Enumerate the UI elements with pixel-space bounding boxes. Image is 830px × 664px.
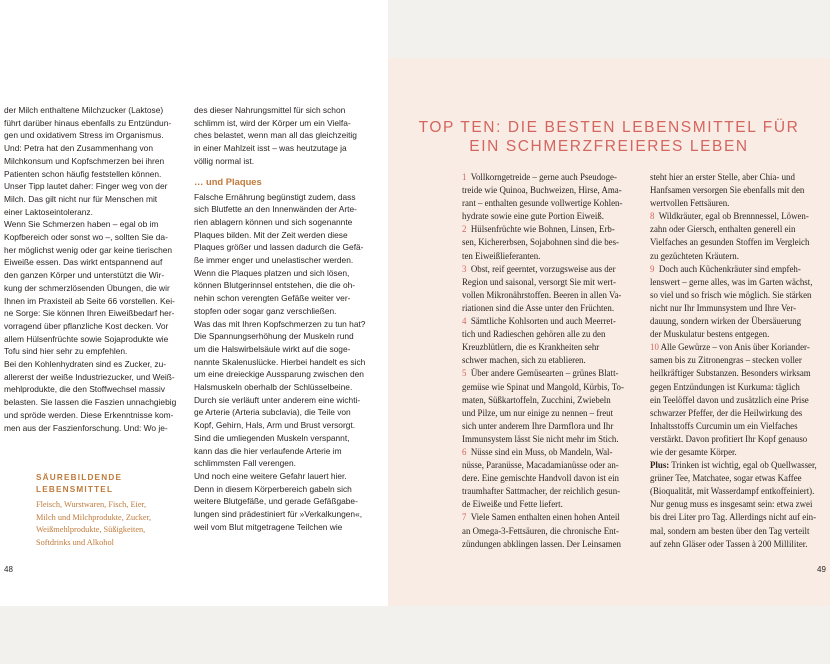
text-line: Immunsystem lässt Sie nicht mehr im Stich.	[462, 433, 619, 444]
text-line: allem Hülsenfrüchte sowie Sojaprodukte wie	[4, 333, 169, 344]
text-line: schwer machen, sich zu etablieren.	[462, 355, 586, 366]
text-line: tich und Radieschen gehören alle zu den	[462, 329, 606, 340]
text-line: mal, sondern am besten über den Tag verteilt	[650, 525, 810, 536]
text-line: nüsse, Paranüsse, Macadamianüsse oder an-	[462, 460, 619, 471]
text-line: Wenn die Plaques platzen und sich lösen,	[194, 267, 350, 278]
text-line: Denn in diesem Körperbereich gabeln sich	[194, 483, 352, 494]
box-body-line: Milch und Milchprodukte, Zucker,	[36, 512, 152, 522]
text-line: Bei den Kohlenhydraten sind es Zucker, zu-	[4, 359, 167, 370]
text-line: sich unter anderem Ihre Darmflora und Ihr	[462, 420, 614, 431]
text-line: Patienten schon häufig feststellen können.	[4, 168, 162, 179]
text-line: grüner Tee, Matchatee, sogar etwas Kaffee	[650, 473, 802, 484]
text-line: auf zehn Gläser oder Tassen à 200 Milliliter.	[650, 538, 808, 549]
text-line: lenswert – gerne alles, was im Garten wächst,	[650, 276, 813, 287]
text-line: 3 Obst, reif geerntet, vorzugsweise aus der	[462, 263, 616, 274]
text-line: Plaques bilden. Mit der Zeit werden diese	[194, 229, 348, 240]
text-line: 1 Vollkorngetreide – gerne auch Pseudoge-	[462, 172, 617, 182]
page-number-left: 48	[4, 565, 13, 574]
text-line: vollen Mikronährstoffen. Beeren in allen Va-	[462, 289, 622, 300]
text-line: Plaques größer und lassen dadurch die Gefä-	[194, 242, 364, 253]
text-line: Milchkonsum und Kopfschmerzen bei ihren	[4, 155, 165, 166]
text-line: Hanfsamen versorgen Sie ebenfalls mit den	[650, 185, 805, 196]
left-column-2	[194, 104, 374, 534]
text-line: kung der schmerzlösenden Übungen, die wir	[4, 282, 170, 293]
text-line: maten, Süßkartoffeln, Zucchini, Zwiebeln	[462, 394, 611, 405]
text-line: dere. Eine gemischte Handvoll davon ist ein	[462, 473, 619, 484]
text-line: bis drei Liter pro Tag. Allerdings nicht auf ein-	[650, 512, 817, 523]
text-line: sen, Kichererbsen, Sojabohnen sind die bes-	[462, 237, 619, 248]
text-line: den ganzen Körper und unterstützt die Wir-	[4, 270, 165, 281]
text-line: dauung, sondern wirken der Übersäuerung	[650, 316, 802, 327]
text-line: 7 Viele Samen enthalten einen hohen Anteil	[462, 512, 620, 523]
text-line: 4 Sämtliche Kohlsorten und auch Meerret-	[462, 316, 616, 327]
text-line: und spröde werden. Diese Erkenntnisse kom-	[4, 409, 174, 420]
box-body-line: Fleisch, Wurstwaren, Fisch, Eier,	[36, 500, 147, 509]
text-line: nannte Skalenuslücke. Hierbei handelt es sich	[194, 356, 366, 367]
text-line: stopfen oder sogar ganz verschließen.	[194, 305, 337, 316]
text-line: Region und saisonal, versorgt Sie mit wert-	[462, 276, 616, 287]
text-line: Kreuzblütlern, die es Krankheiten sehr	[462, 342, 600, 353]
text-line: zündungen abklingen lassen. Der Leinsamen	[462, 538, 621, 549]
text-line: Ihnen im Praxisteil ab Seite 66 vorstellen. Kei-	[4, 295, 175, 306]
text-line: Und noch eine weitere Gefahr lauert hier.	[194, 470, 347, 481]
text-line: ein Teelöffel davon und zusätzlich eine Prise	[650, 394, 809, 405]
text-line: her möglichst wenig oder gar keine tierischen	[4, 244, 173, 255]
text-line: an Omega-3-Fettsäuren, die chronische Ent-	[462, 525, 619, 536]
text-line: schlimm ist, wird der Körper um ein Vielfa-	[194, 117, 351, 128]
text-line: der Muskulatur bestens entgegen.	[650, 329, 770, 340]
text-line: Inhaltsstoffs Curcumin um ein Vielfaches	[650, 420, 798, 431]
text-line: kann das die hier verlaufende Arterie im	[194, 445, 342, 456]
text-line: in einer Mahlzeit isst – was heutzutage ja	[194, 143, 347, 154]
text-line: so viel und so frisch wie möglich. Sie stärken	[650, 289, 812, 300]
text-line: zu gezüchteten Kräutern.	[650, 250, 739, 261]
text-line: und Pilze, um nur einige zu nennen – freut	[462, 407, 614, 418]
text-line: ge Arterie (Arteria subclavia), die Teile von	[194, 407, 351, 418]
text-line: belasten. Sie lassen die Faszien unnachgiebig	[4, 397, 177, 408]
text-line: sich Blutfette an den Innenwänden der Arte-	[194, 204, 357, 215]
text-line: der Milch enthaltene Milchzucker (Laktose)	[4, 105, 164, 115]
text-line: nehin schon verengten Gefäße weiter ver-	[194, 293, 351, 304]
text-line: führt darüber hinaus ebenfalls zu Entzündun-	[4, 117, 172, 128]
right-column-2	[650, 171, 830, 551]
text-line: Durch sie verläuft unter anderem eine wichti-	[194, 394, 361, 405]
text-line: Unser Tipp lautet daher: Finger weg von der	[4, 181, 168, 192]
text-line: Plus: Trinken ist wichtig, egal ob Quellwasser,	[650, 460, 817, 471]
text-line: gen und oxidativem Stress im Organismus.	[4, 130, 164, 141]
text-line: verstärkt. Davon profitiert Ihr Kopf genauso	[650, 433, 808, 444]
text-line: lungen sind prädestiniert für »Verkalkungen«,	[194, 509, 363, 520]
acid-foods-title	[36, 472, 186, 496]
text-line: gemüse wie Spinat und Mangold, Kürbis, To-	[462, 381, 624, 392]
text-line: wie der gesamte Körper.	[650, 446, 737, 457]
text-line: wertvollen Fettsäuren.	[650, 198, 730, 209]
text-line: Sind die umliegenden Muskeln verspannt,	[194, 432, 350, 443]
text-line: Kopf, Gehirn, Hals, Arm und Brust versorgt.	[194, 420, 356, 431]
text-line: weil vom Blut mitgetragene Teilchen wie	[194, 521, 343, 532]
text-line: Wenn Sie Schmerzen haben – egal ob im	[4, 219, 159, 230]
text-line: steht hier an erster Stelle, aber Chia- und	[650, 172, 795, 182]
text-line: um die Halswirbelsäule wirkt auf die soge-	[194, 343, 351, 354]
text-line: nicht nur Ihr Immunsystem und Ihre Ver-	[650, 302, 797, 313]
text-line: können Blutgerinnsel entstehen, die die oh-	[194, 280, 356, 291]
box-body-line: Weißmehlprodukte, Süßigkeiten,	[36, 525, 146, 535]
text-line: ches belastet, wenn man all das gleichzeitig	[194, 130, 357, 141]
text-line: weitere Blutgefäße, und gerade Gefäßgabe-	[194, 496, 358, 507]
text-line: de Eiweiße und Fette liefert.	[462, 499, 563, 510]
text-line: ten Eiweißlieferanten.	[462, 250, 541, 261]
left-page	[0, 0, 388, 606]
text-line: allererst der weiße Industriezucker, und Weiß-	[4, 371, 175, 382]
text-line: schwarzer Pfeffer, der die Heilwirkung des	[650, 407, 803, 418]
text-line: Vielfaches an gesunden Stoffen im Vergleich	[650, 237, 810, 248]
subhead-plaques: … und Plaques	[194, 175, 262, 187]
text-line: des dieser Nahrungsmittel für sich schon	[194, 105, 346, 115]
text-line: treide wie Quinoa, Buchweizen, Hirse, Ama-	[462, 185, 622, 196]
text-line: Was das mit Ihren Kopfschmerzen zu tun hat?	[194, 318, 366, 329]
top-ten-title: TOP TEN: DIE BESTEN LEBENSMITTEL FÜR EIN SCHMERZFREIERES LEBEN	[418, 119, 800, 155]
box-title-line: SÄUREBILDENDE	[36, 473, 123, 482]
text-line: 6 Nüsse sind ein Muss, ob Mandeln, Wal-	[462, 446, 613, 457]
text-line: hydrate sowie eine gute Portion Eiweiß.	[462, 211, 604, 222]
box-title-line: LEBENSMITTEL	[36, 485, 114, 494]
right-column-1	[462, 171, 642, 551]
text-line: Kopfbereich oder sonst wo –, sollten Sie da-	[4, 232, 168, 243]
text-line: Tofu sind hier sehr zu empfehlen.	[4, 346, 128, 357]
text-line: riationen sind die Asse unter den Früchten.	[462, 302, 615, 313]
text-line: einer Laktoseintoleranz.	[4, 206, 93, 217]
text-line: Nur genug muss es insgesamt sein: etwa zwei	[650, 499, 813, 510]
text-line: gegen Entzündungen ist Kurkuma: täglich	[650, 381, 800, 392]
text-line: 5 Über andere Gemüsearten – grünes Blatt-	[462, 368, 619, 379]
text-line: samen bis zu Zitronengras – stecken voller	[650, 355, 802, 366]
text-line: Falsche Ernährung begünstigt zudem, dass	[194, 191, 356, 202]
text-line: ne Sorge: Sie können Ihren Eiweißbedarf her-	[4, 308, 175, 319]
text-line: 10 Alle Gewürze – von Anis über Koriander-	[650, 342, 810, 353]
text-line: Die Spannungserhöhung der Muskeln rund	[194, 331, 354, 342]
text-line: 9 Doch auch Küchenkräuter sind empfeh-	[650, 263, 801, 274]
text-line: heilkräftiger Substanzen. Besonders wirksam	[650, 368, 811, 379]
text-line: ße immer enger und unelastischer werden.	[194, 255, 354, 266]
text-line: schlimmsten Fall verengen.	[194, 458, 296, 469]
text-line: Eiweiße essen. Das wirkt entspannend auf	[4, 257, 163, 268]
text-line: um eine dreieckige Aussparung zwischen den	[194, 369, 364, 380]
left-column-1	[4, 104, 184, 434]
acid-foods-list	[36, 499, 186, 549]
text-line: traumhafter Sattmacher, der reichlich gesun-	[462, 486, 621, 497]
acid-foods-box	[36, 472, 186, 549]
text-line: Und: Petra hat den Zusammenhang von	[4, 143, 153, 154]
text-line: men aus der Faszienforschung. Und: Wo je-	[4, 422, 168, 433]
text-line: vorragend über pflanzliche Kost decken. Vor	[4, 320, 169, 331]
page-number-right: 49	[817, 565, 826, 574]
text-line: Milch. Das gilt nicht nur für Menschen mit	[4, 193, 158, 204]
text-line: 2 Hülsenfrüchte wie Bohnen, Linsen, Erb-	[462, 224, 615, 235]
text-line: Halsmuskeln oberhalb der Schlüsselbeine.	[194, 382, 353, 393]
text-line: rant – enthalten gesunde vollwertige Kohlen-	[462, 198, 623, 209]
text-line: (Bioqualität, mit Wasserdampf entkoffeiniert).	[650, 486, 815, 497]
box-body-line: Softdrinks und Alkohol	[36, 537, 114, 547]
text-line: rien ablagern können und sich sogenannte	[194, 216, 353, 227]
text-line: zahn oder Giersch, enthalten generell ein	[650, 224, 796, 235]
text-line: mehlprodukte, die den Stoffwechsel massiv	[4, 384, 165, 395]
text-line: 8 Wildkräuter, egal ob Brennnessel, Löwen-	[650, 211, 809, 222]
text-line: völlig normal ist.	[194, 155, 255, 166]
